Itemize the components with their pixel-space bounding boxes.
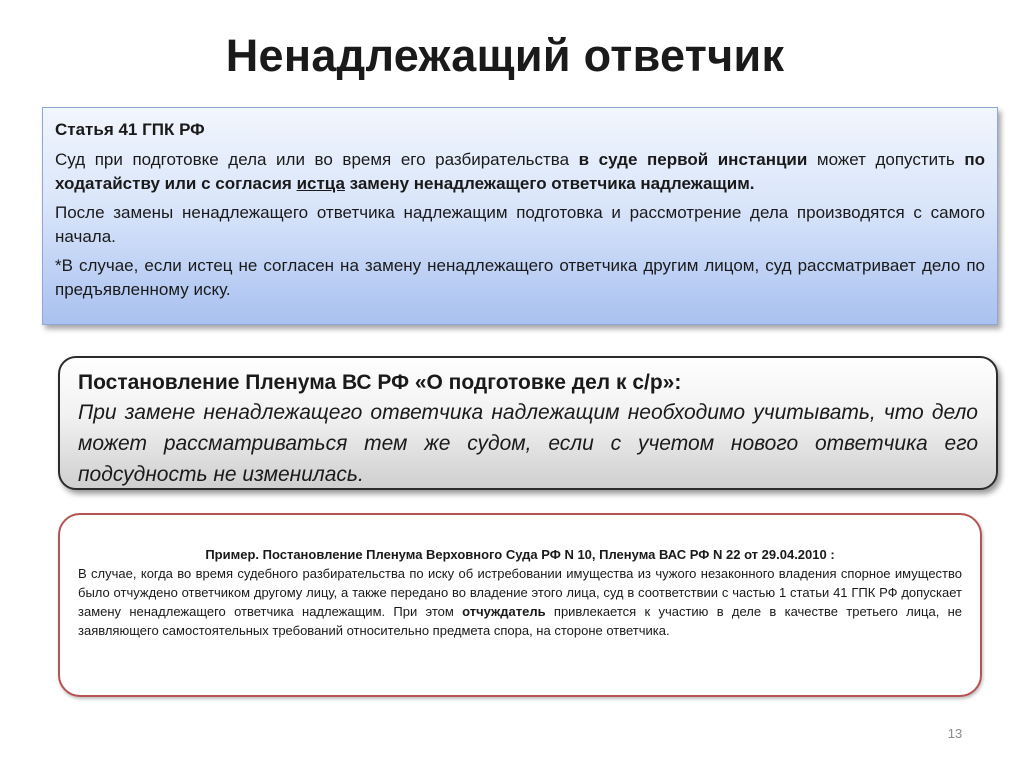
example-body [78, 564, 962, 640]
example-box [58, 513, 982, 697]
slide-title: Ненадлежащий ответчик [225, 30, 785, 81]
example-body-alienator: отчуждатель [462, 604, 546, 619]
example-body-text-a: В случае, когда во время судебного разбирательства по иску об истребовании имущества из чужого незаконного владения спорное имущество было отчуждено ответчиком другому лицу, а также передано во владение этого лица, суд в соответствии с частью 1 статьи 41 ГПК РФ допускает замену ненадлежащего ответчика надлежащим. При этом [78, 566, 962, 619]
article-p1-petition: по ходатайству или с согласия [55, 150, 986, 193]
example-heading: Пример. Постановление Пленума Верховного Суда РФ N 10, Пленума ВАС РФ N 22 от 29.04.2010 : [205, 547, 835, 562]
example-body-text-c: привлекается к участию в деле в качестве третьего лица, не заявляющего самостоятельных требований относительно предмета спора, на стороне ответчика. [78, 604, 963, 638]
article-p1-text-a: Суд при подготовке дела или во время его разбирательства [55, 150, 579, 169]
plenum-resolution-box [58, 356, 998, 490]
article-heading: Статья 41 ГПК РФ [55, 120, 205, 139]
article-paragraph-2: После замены ненадлежащего ответчика надлежащим подготовка и рассмотрение дела производятся с самого начала. [55, 203, 985, 246]
plenum-heading: Постановление Пленума ВС РФ «О подготовке дел к с/р»: [78, 371, 682, 394]
article-41-box [42, 107, 998, 325]
article-p1-replacement: замену ненадлежащего ответчика надлежащим. [344, 174, 755, 193]
plenum-body: При замене ненадлежащего ответчика надлежащим необходимо учитывать, что дело может рассматриваться тем же судом, если с учетом нового ответчика его подсудность не изменилась. [78, 401, 978, 486]
article-p1-first-instance: в суде первой инстанции [578, 150, 808, 169]
page-number: 13 [947, 726, 963, 741]
article-p1-plaintiff: истца [296, 174, 345, 193]
article-paragraph-1 [55, 148, 985, 196]
article-paragraph-3: *В случае, если истец не согласен на замену ненадлежащего ответчика другим лицом, суд рассматривает дело по предъявленному иску. [55, 256, 985, 299]
article-p1-text-c: может допустить [807, 150, 965, 169]
